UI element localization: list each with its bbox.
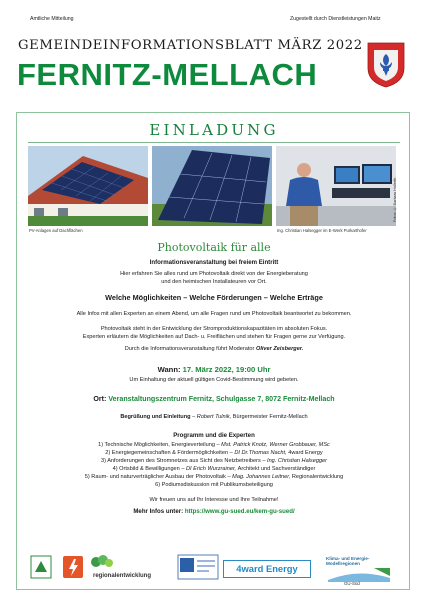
closing-line: Wir freuen uns auf Ihr Interesse und Ihre Teilnahme! — [149, 497, 279, 503]
newsletter-subtitle: GEMEINDEINFORMATIONSBLATT MÄRZ 2022 — [18, 38, 363, 53]
paragraph-2: Photovoltaik steht in der Entwicklung der Stromproduktionskapazitäten im absoluten Fokus. — [100, 326, 328, 332]
municipality-title: FERNITZ-MELLACH — [17, 57, 318, 92]
more-info-label: Mehr Infos unter: — [133, 508, 185, 515]
moderator-name: Oliver Zeisberger. — [255, 346, 304, 352]
paragraph-1: Alle Infos mit allen Experten an einem Abend, um alle Fragen rund um Photovoltaik beantwortet zu bekommen. — [76, 311, 352, 317]
program-item: 3) Anforderungen des Stromnetzes aus Sicht des Netzbetreibers – Ing. Christian Halsegger — [100, 458, 328, 464]
intro-line-2: und den heimischen Installateuren vor Ort. — [161, 279, 267, 285]
where-value: Veranstaltungszentrum Fernitz, Schulgasse 7, 8072 Fernitz-Mellach — [108, 395, 335, 403]
official-notice: Amtliche Mitteilung — [30, 16, 74, 22]
welcome-line — [0, 414, 428, 421]
program-item: 4) Ortsbild & Bewilligungen – DI Erich Wurzrainer, Architekt und Sachverständiger — [112, 466, 316, 472]
photo-credit: Fotos: © Barbara Hollerth — [393, 177, 397, 222]
gu-sud-label: GU-Süd — [344, 581, 360, 586]
energy-logo-icon — [62, 552, 84, 582]
program-item: 6) Podiumsdiskussion mit Publikumsbeteiligung — [155, 482, 273, 488]
more-info-link[interactable]: https://www.gu-sued.eu/kem-gu-sued/ — [184, 508, 295, 515]
program-title: Programm und die Experten — [173, 432, 255, 439]
invitation-headline: EINLADUNG — [149, 121, 279, 139]
program-item: 1) Technische Möglichkeiten, Energieverteilung – Mst. Patrick Knotz, Werner Grobbauer, MSc — [98, 442, 330, 448]
event-location — [0, 395, 428, 403]
municipality-logo-icon — [30, 552, 52, 582]
welcome-label: Begrüßung und Einleitung — [120, 414, 191, 420]
section-title: Photovoltaik für alle — [157, 241, 271, 254]
delivery-notice: Zugestellt durch Dienstleistungen Maitz — [290, 16, 381, 22]
program-item: 2) Energiegemeinschaften & Fördermöglichkeiten – DI Dr.Thomas Nacht, 4ward Energy — [105, 450, 323, 456]
more-info — [0, 508, 428, 515]
photo-caption-roof: PV-Anlagen auf Dachflächen — [29, 228, 83, 233]
welcome-role: Bürgermeister Fernitz-Mellach — [232, 414, 308, 420]
moderator-prefix: Durch die Informationsveranstaltung führt Moderator — [124, 346, 256, 352]
when-value: 17. März 2022, 19:00 Uhr — [182, 365, 271, 374]
regional-logo-icon — [90, 553, 114, 571]
covid-note: Um Einhaltung der aktuell gültigen Covid-Bestimmung wird gebeten. — [129, 377, 299, 383]
epi-logo-icon — [177, 552, 219, 582]
solar-panels-photo — [152, 146, 272, 226]
paragraph-3: Experten erläutern die Möglichkeiten auf Dach- u. Freiflächen und stehen für Fragen gerne zur Verfügung. — [82, 334, 346, 340]
4ward-energy-logo: 4ward Energy — [223, 560, 311, 578]
klima-logo-icon — [328, 568, 390, 582]
when-label: Wann: — [157, 365, 183, 374]
control-room-photo — [276, 146, 396, 226]
moderator-line — [0, 346, 428, 353]
event-date — [0, 365, 428, 374]
topics-headline: Welche Möglichkeiten – Welche Förderungen – Welche Erträge — [105, 293, 323, 302]
photo-caption-engineer: Ing. Christian Halsegger im E-Werk Purkarthofer — [277, 228, 367, 233]
divider — [28, 142, 400, 143]
klima-logo-text: Klima- und Energie- Modellregionen — [326, 556, 370, 567]
coat-of-arms-icon — [367, 42, 405, 88]
rooftop-pv-photo — [28, 146, 148, 226]
welcome-person: – Robert Tulnik, — [190, 414, 233, 420]
intro-line-1: Hier erfahren Sie alles rund um Photovoltaik direkt von der Energieberatung — [120, 271, 308, 277]
program-item: 5) Raum- und naturverträglicher Ausbau der Photovoltaik – Mag. Johannes Leitner, Regionalentwicklung — [84, 474, 344, 480]
event-type: Informationsveranstaltung bei freiem Eintritt — [149, 259, 279, 266]
regional-logo-text: regionalentwicklung — [93, 573, 152, 579]
where-label: Ort: — [93, 395, 109, 403]
